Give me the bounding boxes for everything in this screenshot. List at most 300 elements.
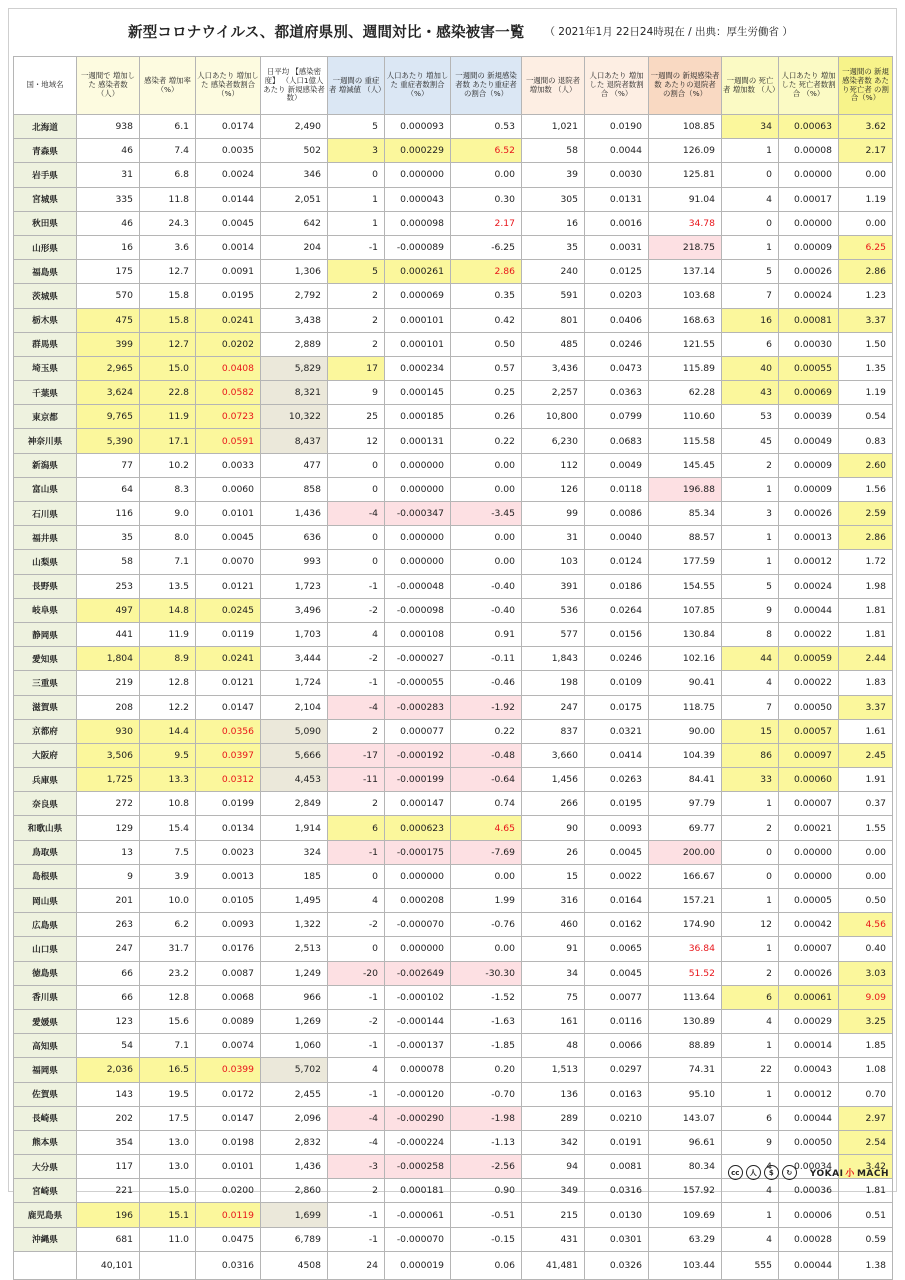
cell-severe-pop-ratio: 0.000093 — [385, 115, 451, 139]
prefecture-name: 石川県 — [14, 502, 77, 526]
prefecture-name: 神奈川県 — [14, 429, 77, 453]
cell-discharge-count: 1,513 — [522, 1058, 585, 1082]
cell-severe-change: -1 — [328, 840, 385, 864]
cell-death-case-ratio: 1.81 — [839, 622, 893, 646]
cell-death-case-ratio: 0.83 — [839, 429, 893, 453]
cell-death-count: 5 — [722, 260, 779, 284]
cell-daily-density: 1,495 — [261, 889, 328, 913]
cell-case-growth: 22.8 — [140, 381, 196, 405]
cell-severe-change: 6 — [328, 816, 385, 840]
cell-discharge-case-ratio: 62.28 — [649, 381, 722, 405]
cell-death-count: 1 — [722, 1203, 779, 1227]
prefecture-name: 滋賀県 — [14, 695, 77, 719]
table-body — [14, 115, 893, 1280]
cell-death-case-ratio: 4.56 — [839, 913, 893, 937]
cell-discharge-pop-ratio: 0.0297 — [585, 1058, 649, 1082]
cell-discharge-case-ratio: 218.75 — [649, 235, 722, 259]
cell-discharge-pop-ratio: 0.0186 — [585, 574, 649, 598]
cell-case-growth: 9.5 — [140, 743, 196, 767]
prefecture-name: 茨城県 — [14, 284, 77, 308]
cell-death-case-ratio: 3.37 — [839, 308, 893, 332]
cell-daily-density: 477 — [261, 453, 328, 477]
cell-discharge-count: 126 — [522, 477, 585, 501]
header-row — [14, 57, 893, 115]
cell-discharge-case-ratio: 115.89 — [649, 356, 722, 380]
cell-death-case-ratio: 1.35 — [839, 356, 893, 380]
cell-death-pop-ratio: 0.00013 — [779, 526, 839, 550]
cell-discharge-count: 6,230 — [522, 429, 585, 453]
cell-severe-change: 0 — [328, 864, 385, 888]
cell-severe-change: 3 — [328, 139, 385, 163]
cell-case-growth: 10.2 — [140, 453, 196, 477]
cell-death-count: 86 — [722, 743, 779, 767]
cell-discharge-pop-ratio: 0.0016 — [585, 211, 649, 235]
cell-discharge-pop-ratio: 0.0118 — [585, 477, 649, 501]
table-row — [14, 139, 893, 163]
cell-daily-density: 1,436 — [261, 502, 328, 526]
cell-daily-density: 966 — [261, 985, 328, 1009]
header-case-growth: 感染者 増加率 （%） — [140, 57, 196, 115]
cell-death-count: 6 — [722, 985, 779, 1009]
cell-severe-case-ratio: -0.64 — [451, 768, 522, 792]
table-row — [14, 816, 893, 840]
cell-discharge-count: 591 — [522, 284, 585, 308]
cell-weekly-cases: 3,624 — [77, 381, 140, 405]
cell-weekly-cases: 2,965 — [77, 356, 140, 380]
table-row — [14, 163, 893, 187]
cell-discharge-pop-ratio: 0.0799 — [585, 405, 649, 429]
cell-discharge-count: 3,660 — [522, 743, 585, 767]
cell-death-pop-ratio: 0.00043 — [779, 1058, 839, 1082]
cell-discharge-pop-ratio: 0.0414 — [585, 743, 649, 767]
header-severe-case-ratio: 一週間の 新規感染者数 あたり重症者 の割合（%） — [451, 57, 522, 115]
cell-discharge-pop-ratio: 0.0130 — [585, 1203, 649, 1227]
cell-severe-change: -2 — [328, 1009, 385, 1033]
prefecture-name: 福島県 — [14, 260, 77, 284]
cell-severe-case-ratio: -1.98 — [451, 1106, 522, 1130]
total-discharge-pop-ratio: 0.0326 — [585, 1251, 649, 1279]
cell-severe-pop-ratio: -0.000192 — [385, 743, 451, 767]
cell-death-case-ratio: 3.37 — [839, 695, 893, 719]
cell-severe-case-ratio: 6.52 — [451, 139, 522, 163]
cell-severe-case-ratio: 0.00 — [451, 453, 522, 477]
cell-discharge-count: 1,843 — [522, 647, 585, 671]
cell-discharge-count: 577 — [522, 622, 585, 646]
cell-discharge-pop-ratio: 0.0321 — [585, 719, 649, 743]
cell-death-count: 40 — [722, 356, 779, 380]
cell-death-case-ratio: 3.25 — [839, 1009, 893, 1033]
cell-severe-change: 0 — [328, 163, 385, 187]
cell-severe-change: -1 — [328, 1227, 385, 1251]
cell-death-count: 1 — [722, 937, 779, 961]
cell-daily-density: 5,829 — [261, 356, 328, 380]
cell-weekly-cases: 930 — [77, 719, 140, 743]
cell-weekly-cases: 58 — [77, 550, 140, 574]
cell-weekly-cases: 201 — [77, 889, 140, 913]
table-row — [14, 235, 893, 259]
prefecture-name: 秋田県 — [14, 211, 77, 235]
cell-case-growth: 15.8 — [140, 284, 196, 308]
prefecture-name: 山口県 — [14, 937, 77, 961]
prefecture-name: 岐阜県 — [14, 598, 77, 622]
cell-daily-density: 2,860 — [261, 1179, 328, 1203]
cell-severe-pop-ratio: -0.000070 — [385, 1227, 451, 1251]
cell-case-growth: 7.1 — [140, 550, 196, 574]
cell-severe-pop-ratio: -0.000098 — [385, 598, 451, 622]
cell-weekly-cases: 272 — [77, 792, 140, 816]
table-row — [14, 1058, 893, 1082]
cell-death-case-ratio: 6.25 — [839, 235, 893, 259]
cell-discharge-pop-ratio: 0.0124 — [585, 550, 649, 574]
cell-severe-pop-ratio: -0.000258 — [385, 1155, 451, 1179]
cell-severe-pop-ratio: 0.000208 — [385, 889, 451, 913]
cell-death-pop-ratio: 0.00034 — [779, 1155, 839, 1179]
cell-case-pop-ratio: 0.0245 — [196, 598, 261, 622]
cell-daily-density: 1,269 — [261, 1009, 328, 1033]
cell-weekly-cases: 202 — [77, 1106, 140, 1130]
cell-case-growth: 15.4 — [140, 816, 196, 840]
cell-death-pop-ratio: 0.00055 — [779, 356, 839, 380]
cell-case-pop-ratio: 0.0091 — [196, 260, 261, 284]
cell-case-pop-ratio: 0.0582 — [196, 381, 261, 405]
cell-severe-case-ratio: 0.35 — [451, 284, 522, 308]
cell-case-pop-ratio: 0.0241 — [196, 308, 261, 332]
cell-case-growth: 16.5 — [140, 1058, 196, 1082]
cell-death-pop-ratio: 0.00057 — [779, 719, 839, 743]
cell-daily-density: 2,051 — [261, 187, 328, 211]
table-row — [14, 961, 893, 985]
cell-discharge-count: 1,456 — [522, 768, 585, 792]
table-row — [14, 211, 893, 235]
cell-discharge-case-ratio: 109.69 — [649, 1203, 722, 1227]
cell-daily-density: 8,437 — [261, 429, 328, 453]
cell-discharge-case-ratio: 69.77 — [649, 816, 722, 840]
cell-discharge-pop-ratio: 0.0031 — [585, 235, 649, 259]
cell-weekly-cases: 263 — [77, 913, 140, 937]
cell-case-pop-ratio: 0.0176 — [196, 937, 261, 961]
cell-case-pop-ratio: 0.0045 — [196, 526, 261, 550]
cell-severe-pop-ratio: 0.000000 — [385, 477, 451, 501]
table-row — [14, 550, 893, 574]
cell-death-pop-ratio: 0.00028 — [779, 1227, 839, 1251]
cell-daily-density: 2,513 — [261, 937, 328, 961]
cell-death-count: 53 — [722, 405, 779, 429]
header-death-count: 一週間の 死亡者 増加数 （人） — [722, 57, 779, 115]
cell-severe-pop-ratio: 0.000077 — [385, 719, 451, 743]
cell-severe-case-ratio: -0.40 — [451, 574, 522, 598]
table-row — [14, 889, 893, 913]
cell-death-count: 43 — [722, 381, 779, 405]
cell-death-case-ratio: 1.91 — [839, 768, 893, 792]
cell-death-count: 2 — [722, 816, 779, 840]
cell-death-pop-ratio: 0.00022 — [779, 671, 839, 695]
table-row — [14, 719, 893, 743]
cell-discharge-case-ratio: 157.21 — [649, 889, 722, 913]
cell-severe-case-ratio: 0.00 — [451, 864, 522, 888]
cell-death-case-ratio: 2.59 — [839, 502, 893, 526]
cell-discharge-count: 90 — [522, 816, 585, 840]
cell-severe-case-ratio: -1.52 — [451, 985, 522, 1009]
cell-discharge-case-ratio: 85.34 — [649, 502, 722, 526]
cell-severe-change: -2 — [328, 913, 385, 937]
cell-case-pop-ratio: 0.0087 — [196, 961, 261, 985]
cell-discharge-case-ratio: 166.67 — [649, 864, 722, 888]
cell-discharge-case-ratio: 88.57 — [649, 526, 722, 550]
table-row — [14, 598, 893, 622]
cell-severe-pop-ratio: -0.000137 — [385, 1034, 451, 1058]
header-case-pop-ratio: 人口あたり 増加した 感染者数割合 （%） — [196, 57, 261, 115]
cell-death-count: 22 — [722, 1058, 779, 1082]
header-death-pop-ratio: 人口あたり 増加した 死亡者数割合 （%） — [779, 57, 839, 115]
cell-severe-pop-ratio: -0.000027 — [385, 647, 451, 671]
cell-daily-density: 1,699 — [261, 1203, 328, 1227]
table-row — [14, 864, 893, 888]
cell-discharge-case-ratio: 113.64 — [649, 985, 722, 1009]
cell-case-growth: 12.7 — [140, 332, 196, 356]
cell-severe-case-ratio: -0.46 — [451, 671, 522, 695]
cell-death-case-ratio: 0.59 — [839, 1227, 893, 1251]
cell-discharge-pop-ratio: 0.0264 — [585, 598, 649, 622]
cell-discharge-count: 34 — [522, 961, 585, 985]
cell-case-pop-ratio: 0.0147 — [196, 695, 261, 719]
cell-severe-case-ratio: 0.00 — [451, 937, 522, 961]
cell-daily-density: 2,104 — [261, 695, 328, 719]
prefecture-name: 兵庫県 — [14, 768, 77, 792]
cell-severe-pop-ratio: 0.000000 — [385, 526, 451, 550]
cell-daily-density: 1,436 — [261, 1155, 328, 1179]
cell-daily-density: 1,322 — [261, 913, 328, 937]
header-discharge-pop-ratio: 人口あたり 増加した 退院者数割合 （%） — [585, 57, 649, 115]
cell-discharge-pop-ratio: 0.0045 — [585, 840, 649, 864]
total-discharge-count: 41,481 — [522, 1251, 585, 1279]
cell-death-count: 4 — [722, 1227, 779, 1251]
cell-severe-change: 0 — [328, 453, 385, 477]
cell-weekly-cases: 31 — [77, 163, 140, 187]
cell-case-pop-ratio: 0.0119 — [196, 622, 261, 646]
prefecture-name: 岩手県 — [14, 163, 77, 187]
cell-death-count: 15 — [722, 719, 779, 743]
prefecture-name: 福岡県 — [14, 1058, 77, 1082]
cell-case-growth: 31.7 — [140, 937, 196, 961]
cell-severe-change: 5 — [328, 260, 385, 284]
table-row — [14, 284, 893, 308]
cell-weekly-cases: 9 — [77, 864, 140, 888]
cell-discharge-count: 15 — [522, 864, 585, 888]
prefecture-name: 千葉県 — [14, 381, 77, 405]
cell-weekly-cases: 497 — [77, 598, 140, 622]
total-weekly-cases: 40,101 — [77, 1251, 140, 1279]
cc-icon: cc — [728, 1165, 743, 1180]
cell-daily-density: 2,792 — [261, 284, 328, 308]
cell-discharge-count: 240 — [522, 260, 585, 284]
cell-severe-change: -1 — [328, 671, 385, 695]
cell-death-pop-ratio: 0.00006 — [779, 1203, 839, 1227]
cell-daily-density: 204 — [261, 235, 328, 259]
total-death-count: 555 — [722, 1251, 779, 1279]
cell-death-case-ratio: 1.81 — [839, 598, 893, 622]
cell-discharge-pop-ratio: 0.0164 — [585, 889, 649, 913]
cell-discharge-count: 349 — [522, 1179, 585, 1203]
prefecture-name: 広島県 — [14, 913, 77, 937]
cell-case-pop-ratio: 0.0356 — [196, 719, 261, 743]
cell-death-pop-ratio: 0.00024 — [779, 284, 839, 308]
cell-case-pop-ratio: 0.0134 — [196, 816, 261, 840]
cell-severe-pop-ratio: 0.000078 — [385, 1058, 451, 1082]
cell-death-case-ratio: 3.03 — [839, 961, 893, 985]
prefecture-name: 群馬県 — [14, 332, 77, 356]
prefecture-name: 鹿児島県 — [14, 1203, 77, 1227]
cell-discharge-count: 136 — [522, 1082, 585, 1106]
total-case-growth — [140, 1251, 196, 1279]
cell-discharge-count: 391 — [522, 574, 585, 598]
cell-discharge-count: 266 — [522, 792, 585, 816]
cell-weekly-cases: 9,765 — [77, 405, 140, 429]
cell-death-case-ratio: 0.00 — [839, 840, 893, 864]
cell-severe-pop-ratio: -0.000175 — [385, 840, 451, 864]
cell-severe-pop-ratio: 0.000101 — [385, 308, 451, 332]
cell-weekly-cases: 570 — [77, 284, 140, 308]
cell-discharge-pop-ratio: 0.0316 — [585, 1179, 649, 1203]
cell-severe-case-ratio: 0.22 — [451, 429, 522, 453]
table-row — [14, 574, 893, 598]
cell-death-count: 9 — [722, 1130, 779, 1154]
cell-case-pop-ratio: 0.0723 — [196, 405, 261, 429]
prefecture-name: 山形県 — [14, 235, 77, 259]
total-daily-density: 4508 — [261, 1251, 328, 1279]
cell-severe-change: -1 — [328, 1082, 385, 1106]
cell-discharge-count: 3,436 — [522, 356, 585, 380]
header-weekly-cases: 一週間で 増加した 感染者数 （人） — [77, 57, 140, 115]
cell-severe-change: 2 — [328, 332, 385, 356]
cell-severe-case-ratio: 0.30 — [451, 187, 522, 211]
cell-weekly-cases: 123 — [77, 1009, 140, 1033]
cell-discharge-pop-ratio: 0.0473 — [585, 356, 649, 380]
brand-right: MACH — [856, 1169, 889, 1179]
cell-discharge-count: 91 — [522, 937, 585, 961]
cell-discharge-count: 431 — [522, 1227, 585, 1251]
cell-death-count: 0 — [722, 163, 779, 187]
cell-severe-change: -1 — [328, 1034, 385, 1058]
cell-case-pop-ratio: 0.0035 — [196, 139, 261, 163]
cell-death-count: 9 — [722, 598, 779, 622]
cell-severe-pop-ratio: 0.000229 — [385, 139, 451, 163]
cell-severe-change: 2 — [328, 308, 385, 332]
cell-severe-pop-ratio: -0.000070 — [385, 913, 451, 937]
cell-death-count: 4 — [722, 1179, 779, 1203]
cell-death-pop-ratio: 0.00060 — [779, 768, 839, 792]
cell-death-pop-ratio: 0.00026 — [779, 502, 839, 526]
cell-case-pop-ratio: 0.0200 — [196, 1179, 261, 1203]
cell-death-count: 45 — [722, 429, 779, 453]
cell-daily-density: 3,496 — [261, 598, 328, 622]
cell-case-growth: 17.5 — [140, 1106, 196, 1130]
cell-discharge-pop-ratio: 0.0162 — [585, 913, 649, 937]
cell-death-count: 7 — [722, 695, 779, 719]
cell-case-pop-ratio: 0.0172 — [196, 1082, 261, 1106]
cell-death-count: 1 — [722, 889, 779, 913]
cell-death-count: 6 — [722, 332, 779, 356]
cell-discharge-count: 536 — [522, 598, 585, 622]
header-daily-density — [261, 57, 328, 115]
cell-discharge-pop-ratio: 0.0093 — [585, 816, 649, 840]
cell-severe-case-ratio: 0.00 — [451, 477, 522, 501]
prefecture-name: 島根県 — [14, 864, 77, 888]
cell-death-case-ratio: 2.54 — [839, 1130, 893, 1154]
cell-discharge-pop-ratio: 0.0045 — [585, 961, 649, 985]
cell-discharge-case-ratio: 130.89 — [649, 1009, 722, 1033]
brand-logo — [810, 1166, 889, 1179]
cell-weekly-cases: 13 — [77, 840, 140, 864]
prefecture-name: 宮崎県 — [14, 1179, 77, 1203]
cell-death-pop-ratio: 0.00022 — [779, 622, 839, 646]
total-severe-pop-ratio: 0.000019 — [385, 1251, 451, 1279]
cell-case-growth: 15.8 — [140, 308, 196, 332]
cell-severe-case-ratio: 2.86 — [451, 260, 522, 284]
cell-death-pop-ratio: 0.00081 — [779, 308, 839, 332]
prefecture-name: 和歌山県 — [14, 816, 77, 840]
cell-discharge-case-ratio: 102.16 — [649, 647, 722, 671]
cell-death-case-ratio: 0.40 — [839, 937, 893, 961]
table-row — [14, 477, 893, 501]
prefecture-name: 宮城県 — [14, 187, 77, 211]
cell-weekly-cases: 66 — [77, 961, 140, 985]
cell-discharge-count: 289 — [522, 1106, 585, 1130]
cell-severe-change: -4 — [328, 502, 385, 526]
cell-death-pop-ratio: 0.00005 — [779, 889, 839, 913]
table-row — [14, 768, 893, 792]
cell-severe-case-ratio: -1.85 — [451, 1034, 522, 1058]
total-severe-case-ratio: 0.06 — [451, 1251, 522, 1279]
cell-daily-density: 10,322 — [261, 405, 328, 429]
cell-daily-density: 6,789 — [261, 1227, 328, 1251]
cell-discharge-case-ratio: 177.59 — [649, 550, 722, 574]
cell-death-case-ratio: 9.09 — [839, 985, 893, 1009]
cell-case-growth: 14.8 — [140, 598, 196, 622]
table-row — [14, 695, 893, 719]
cell-discharge-pop-ratio: 0.0066 — [585, 1034, 649, 1058]
prefecture-name: 山梨県 — [14, 550, 77, 574]
cell-daily-density: 993 — [261, 550, 328, 574]
cell-discharge-pop-ratio: 0.0040 — [585, 526, 649, 550]
header-severe-change: 一週間の 重症者 増減値 （人） — [328, 57, 385, 115]
table-row — [14, 792, 893, 816]
cell-weekly-cases: 35 — [77, 526, 140, 550]
cell-severe-case-ratio: -1.63 — [451, 1009, 522, 1033]
cell-severe-change: 17 — [328, 356, 385, 380]
cell-death-count: 34 — [722, 115, 779, 139]
cell-severe-case-ratio: 0.26 — [451, 405, 522, 429]
cell-discharge-case-ratio: 34.78 — [649, 211, 722, 235]
cell-case-pop-ratio: 0.0202 — [196, 332, 261, 356]
prefecture-name: 大分県 — [14, 1155, 77, 1179]
cell-case-pop-ratio: 0.0121 — [196, 671, 261, 695]
cell-case-pop-ratio: 0.0060 — [196, 477, 261, 501]
cell-weekly-cases: 208 — [77, 695, 140, 719]
cell-severe-case-ratio: 2.17 — [451, 211, 522, 235]
footer — [728, 1165, 889, 1180]
cell-weekly-cases: 441 — [77, 622, 140, 646]
table-row — [14, 453, 893, 477]
cell-death-count: 16 — [722, 308, 779, 332]
cell-weekly-cases: 2,036 — [77, 1058, 140, 1082]
sa-icon: ↻ — [782, 1165, 797, 1180]
cell-discharge-pop-ratio: 0.0210 — [585, 1106, 649, 1130]
cell-severe-change: 0 — [328, 550, 385, 574]
cell-death-case-ratio: 0.00 — [839, 864, 893, 888]
cell-severe-pop-ratio: 0.000000 — [385, 550, 451, 574]
cell-weekly-cases: 54 — [77, 1034, 140, 1058]
cell-discharge-pop-ratio: 0.0156 — [585, 622, 649, 646]
